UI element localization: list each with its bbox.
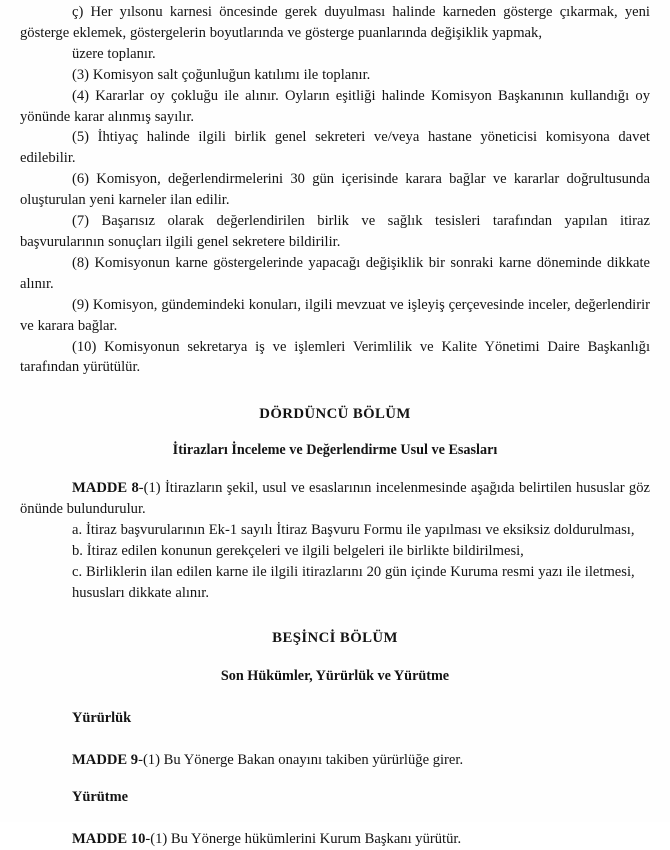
- madde-8-text: -(1) İtirazların şekil, usul ve esaslarının incelenmesinde aşağıda belirtilen hususlar göz önünde bulundurulur.: [20, 480, 650, 518]
- madde-10-paragraph: [20, 829, 650, 850]
- madde-8-label: MADDE 8: [72, 480, 139, 497]
- spacer: [20, 728, 650, 750]
- spacer: [20, 604, 650, 628]
- madde-10-label: MADDE 10: [72, 830, 146, 847]
- madde-8-paragraph: [20, 478, 650, 520]
- madde-9-text: -(1) Bu Yönerge Bakan onayını takiben yürürlüğe girer.: [138, 751, 464, 768]
- chapter-five-heading: BEŞİNCİ BÖLÜM: [272, 629, 398, 646]
- paragraph-clause-5: (5) İhtiyaç halinde ilgili birlik genel sekreteri ve/veya hastane yöneticisi komisyona davet edilebilir.: [20, 129, 650, 167]
- yururluk-heading: Yürürlük: [72, 709, 132, 726]
- spacer: [20, 648, 650, 666]
- paragraph-item-c: c. Birliklerin ilan edilen karne ile ilgili itirazlarını 20 gün içinde Kuruma resmi yazı ile iletmesi,: [72, 563, 635, 580]
- spacer: [20, 460, 650, 478]
- spacer: [20, 771, 650, 787]
- spacer: [20, 686, 650, 708]
- chapter-four-subheading: İtirazları İnceleme ve Değerlendirme Usul ve Esasları: [172, 442, 498, 459]
- paragraph-clause-3: (3) Komisyon salt çoğunluğun katılımı ile toplanır.: [72, 66, 371, 83]
- madde-9-label: MADDE 9: [72, 751, 139, 768]
- madde-10-text: -(1) Bu Yönerge hükümlerini Kurum Başkanı yürütür.: [145, 830, 462, 847]
- chapter-four-heading: DÖRDÜNCÜ BÖLÜM: [259, 406, 411, 423]
- chapter-five-subheading: Son Hükümler, Yürürlük ve Yürütme: [220, 667, 450, 684]
- paragraph-clause-8: (8) Komisyonun karne göstergelerinde yapacağı değişiklik bir sonraki karne döneminde dikkate alınır.: [20, 254, 650, 292]
- paragraph-closing: hususları dikkate alınır.: [72, 584, 209, 601]
- spacer: [20, 424, 650, 440]
- paragraph-clause-9: (9) Komisyon, gündemindeki konuları, ilgili mevzuat ve işleyiş çerçevesinde inceler, değerlendirir ve karara bağlar.: [20, 296, 650, 334]
- paragraph-uzere-toplanir: üzere toplanır.: [72, 45, 156, 62]
- madde-9-paragraph: [20, 750, 650, 771]
- paragraph-clause-c: ç) Her yılsonu karnesi öncesinde gerek duyulması halinde karneden gösterge çıkarmak, yeni gösterge eklemek, göstergelerin boyutlarında ve gösterge puanlarında değişiklik yapmak,: [20, 4, 650, 41]
- yurutme-heading: Yürütme: [72, 788, 128, 805]
- paragraph-clause-4: (4) Kararlar oy çokluğu ile alınır. Oyların eşitliği halinde Komisyon Başkanının kullandığı oy yönünde karar alınmış sayılır.: [20, 87, 650, 125]
- spacer: [20, 378, 650, 404]
- spacer: [20, 807, 650, 829]
- paragraph-clause-10: (10) Komisyonun sekretarya iş ve işlemleri Verimlilik ve Kalite Yönetimi Daire Başkanlığı tarafından yürütülür.: [20, 338, 650, 376]
- paragraph-clause-7: (7) Başarısız olarak değerlendirilen birlik ve sağlık tesisleri tarafından yapılan itiraz başvurularının sonuçları ilgili genel sekretere bildirilir.: [20, 213, 650, 250]
- paragraph-item-b: b. İtiraz edilen konunun gerekçeleri ve ilgili belgeleri ile birlikte bildirilmesi,: [72, 543, 524, 560]
- paragraph-item-a: a. İtiraz başvurularının Ek-1 sayılı İtiraz Başvuru Formu ile yapılması ve eksiksiz doldurulması,: [72, 522, 635, 539]
- page-content: [20, 2, 650, 850]
- paragraph-clause-6: (6) Komisyon, değerlendirmelerini 30 gün içerisinde karara bağlar ve kararlar doğrultusunda oluşturulan yeni karneler ilan edilir.: [20, 171, 650, 209]
